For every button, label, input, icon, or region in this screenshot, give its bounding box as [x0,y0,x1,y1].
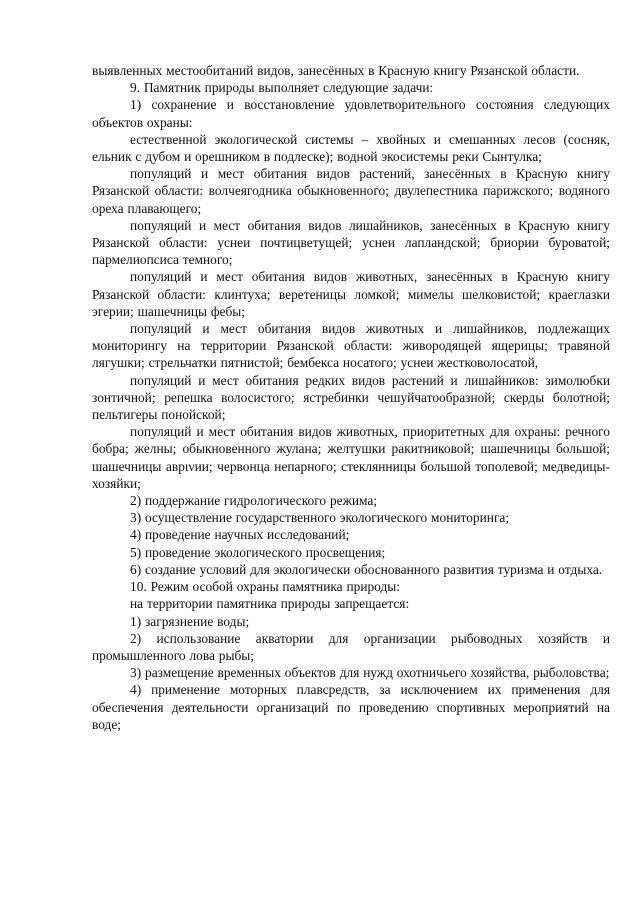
paragraph-section-10-heading: 10. Режим особой охраны памятника природы: [130,579,401,595]
paragraph-task-3: 3) осуществление государственного экологического мониторинга; [130,510,510,526]
paragraph-ecosystem: естественной экологической системы – хвойных и смешанных лесов (сосняк, ельник с дубом и орешником в подлеске); водной экосистемы реки Сынтулка; [92,131,610,165]
paragraph-section-9-heading: 9. Памятник природы выполняет следующие задачи: [130,80,434,96]
paragraph-prohibited-1: 1) загрязнение воды; [130,613,250,629]
paragraph-prohibited-2: 2) использование акватории для организации рыбоводных хозяйств и промышленного лова рыбы; [92,630,610,663]
paragraph-lichens: популяций и мест обитания видов лишайников, занесённых в Красную книгу Рязанской области: уснеи почтицветущей; уснеи лапландской; бриории буроватой; пармелиопсиса темного; [92,217,610,268]
paragraph-priority-species: популяций и мест обитания видов животных, приоритетных для охраны: речного бобра; желны; обыкновенного жулана; желтушки ракитниковой; шашечницы большой; шашечницы аврινии; червонца непарного; стеклянницы большой тополевой; медведицы-хозяйки; [92,424,610,491]
paragraph-prohibited-3: 3) размещение временных объектов для нужд охотничьего хозяйства, рыболовства; [130,665,610,681]
paragraph-continuation: выявленных местообитаний видов, занесённых в Красную книгу Рязанской области. [92,63,580,78]
paragraph-task-2: 2) поддержание гидрологического режима; [130,493,378,509]
paragraph-task-1: 1) сохранение и восстановление удовлетворительного состояния следующих объектов охраны: [92,97,610,130]
paragraph-prohibited-intro: на территории памятника природы запрещается: [130,596,410,612]
paragraph-task-6: 6) создание условий для экологически обоснованного развития туризма и отдыха. [130,561,603,577]
paragraph-plants: популяций и мест обитания видов растений, занесённых в Красную книгу Рязанской области: волчеягодника обыкновенного; двулепестника парижского; водяного ореха плавающего; [92,166,610,216]
paragraph-prohibited-4: 4) применение моторных плавсредств, за исключением их применения для обеспечения деятельности организаций по проведению спортивных мероприятий на воде; [92,682,610,732]
paragraph-animals: популяций и мест обитания видов животных, занесённых в Красную книгу Рязанской области: клинтуха; веретеницы ломкой; мимелы шелковистой; краеглазки эгерии; шашечницы фебы; [92,269,610,319]
paragraph-task-4: 4) проведение научных исследований; [130,527,350,543]
paragraph-rare-species: популяций и мест обитания редких видов растений и лишайников: зимолюбки зонтичной; репешка волосистого; ястребинки чешуйчатообразной; скерды болотной; пельтигеры понойской; [92,372,610,423]
paragraph-task-5: 5) проведение экологического просвещения; [130,544,386,560]
paragraph-monitoring-species: популяций и мест обитания видов животных и лишайников, подлежащих мониторингу на территории Рязанской области: живородящей ящерицы; травяной лягушки; стрельчатки пятнистой; бембекса носатого; уснеи жестковолосатой, [92,321,610,371]
